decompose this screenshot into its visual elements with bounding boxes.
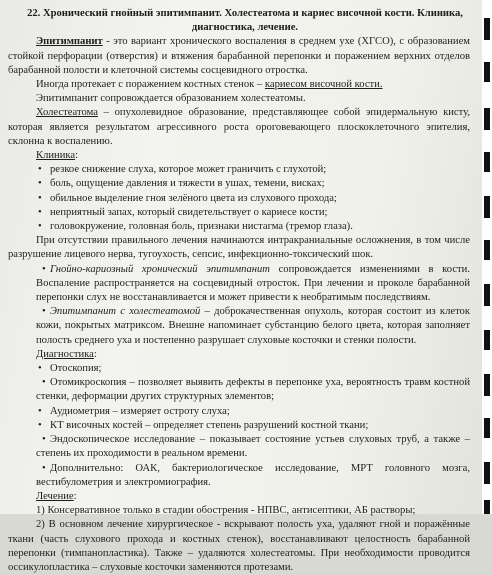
list-item: • обильное выделение гноя зелёного цвета из слухового прохода; xyxy=(8,192,470,206)
treatment-item: 2) В основном лечение хирургическое - вскрывают полость уха, удаляют гной и поражённые ткани (часть слухового прохода и костных стенок), восстанавливают целостность барабанной перепонки (тимпанопластика). Также – удаляются холестеатомы. При необходимости проводится оссикулопластика – слуховые косточки заменяются протезами. xyxy=(8,519,470,573)
list-item: • боль, ощущение давления и тяжести в ушах, темени, висках; xyxy=(8,177,470,191)
diagnostics-list xyxy=(8,362,470,490)
list-item: • Отомикроскопия – позволяет выявить дефекты в перепонке уха, вероятность травм костной стенки, деформации других структурных элементов; xyxy=(8,376,470,404)
treatment-heading: Лечение: xyxy=(36,490,77,502)
definition-paragraph xyxy=(8,35,470,78)
cholesteatoma-term: Холестеатома xyxy=(36,107,98,119)
scan-mark xyxy=(484,330,490,350)
clinic-heading: Клиника: xyxy=(36,150,79,162)
clinic-list xyxy=(8,163,470,234)
definition-text: - это вариант хронического воспаления в среднем ухе (ХГСО), с образованием стойкой перфорации (отверстия) и втяжения барабанной перепонки и поражением верхних отделов барабанной полости и клеточной системы сосцевидного отростка. xyxy=(8,36,470,76)
list-item: • головокружение, головная боль, признаки нистагма (тремор глаза). xyxy=(8,220,470,234)
caries-prefix: Иногда протекает с поражением костных стенок – xyxy=(36,79,265,91)
cholesteatoma-paragraph xyxy=(8,106,470,149)
list-item: • резкое снижение слуха, которое может граничить с глухотой; xyxy=(8,163,470,177)
purulent-carious-term: Гнойно-кариозный хронический эпитимпанит xyxy=(50,263,270,275)
scan-mark xyxy=(484,418,490,438)
cholesteatoma-accompany: Эпитимпанит сопровождается образованием холестеатомы. xyxy=(36,93,306,105)
complications-paragraph: При отсутствии правильного лечения начинаются интракраниальные осложнения, в том числе разрушение лицевого нерва, тугоухость, сепсис, инфекционно-токсический шок. xyxy=(8,235,470,261)
scan-mark xyxy=(484,462,490,484)
list-item: • Эпитимпанит с холестеатомой – доброкачественная опухоль, которая состоит из клеток кожи, покрытых матриксом. Внешне напоминает субстанцию белого цвета, которая заполняет полость среднего уха и постепенно разрушает слуховые косточки и стенки полости. xyxy=(8,305,470,348)
list-item: • Гнойно-кариозный хронический эпитимпанит сопровождается изменениями в кости. Воспаление распространяется на сосцевидный отросток. При лечении и проколе барабанной перепонки слух не восстанавливается и может привести к необратимым последствиям. xyxy=(8,263,470,306)
caries-term: кариесом височной кости. xyxy=(264,79,383,91)
list-item: • КТ височных костей – определяет степень разрушений костной ткани; xyxy=(8,419,470,433)
scan-mark xyxy=(484,374,490,396)
treatment-item: 1) Консервативное только в стадии обострения - НПВС, антисептики, АБ растворы; xyxy=(36,505,416,517)
scan-mark xyxy=(484,284,490,306)
scan-mark xyxy=(484,108,490,130)
list-item: • неприятный запах, который свидетельствует о кариесе кости; xyxy=(8,206,470,220)
clinic-label: Клиника xyxy=(36,150,76,162)
scan-mark xyxy=(484,62,490,82)
caries-paragraph xyxy=(8,78,470,92)
definition-term: Эпитимпанит xyxy=(36,36,103,48)
list-item: • Аудиометрия – измеряет остроту слуха; xyxy=(8,405,470,419)
treatment-label: Лечение xyxy=(36,490,74,502)
list-item: • Отоскопия; xyxy=(8,362,470,376)
scan-mark xyxy=(484,240,490,260)
forms-list xyxy=(8,263,470,348)
cholesteatoma-text: – опухолевидное образование, представляющее собой эпидермальную кисту, которая является результатом агрессивного роста ороговевающего плоскоклеточного эпителия, склонна к воспалению. xyxy=(8,107,470,147)
cholesteatoma-form-term: Эпитимпанит с холестеатомой xyxy=(50,306,201,318)
scan-mark xyxy=(484,500,490,514)
diagnostics-label: Диагностика xyxy=(36,348,94,360)
page-title: 22. Хронический гнойный эпитимпанит. Холестеатома и кариес височной кости. Клиника, диагностика, лечение. xyxy=(27,8,463,34)
diagnostics-heading: Диагностика: xyxy=(36,348,97,360)
list-item: • Дополнительно: ОАК, бактериологическое исследование, МРТ головного мозга, вестибулометрия и электромиография. xyxy=(8,462,470,490)
list-item: • Эндоскопическое исследование – показывает состояние устьев слуховых труб, а также – степень их проходимости в реальном времени. xyxy=(8,433,470,461)
scan-mark xyxy=(484,18,490,40)
scan-edge xyxy=(482,0,492,514)
scan-mark xyxy=(484,196,490,218)
scan-mark xyxy=(484,152,490,172)
